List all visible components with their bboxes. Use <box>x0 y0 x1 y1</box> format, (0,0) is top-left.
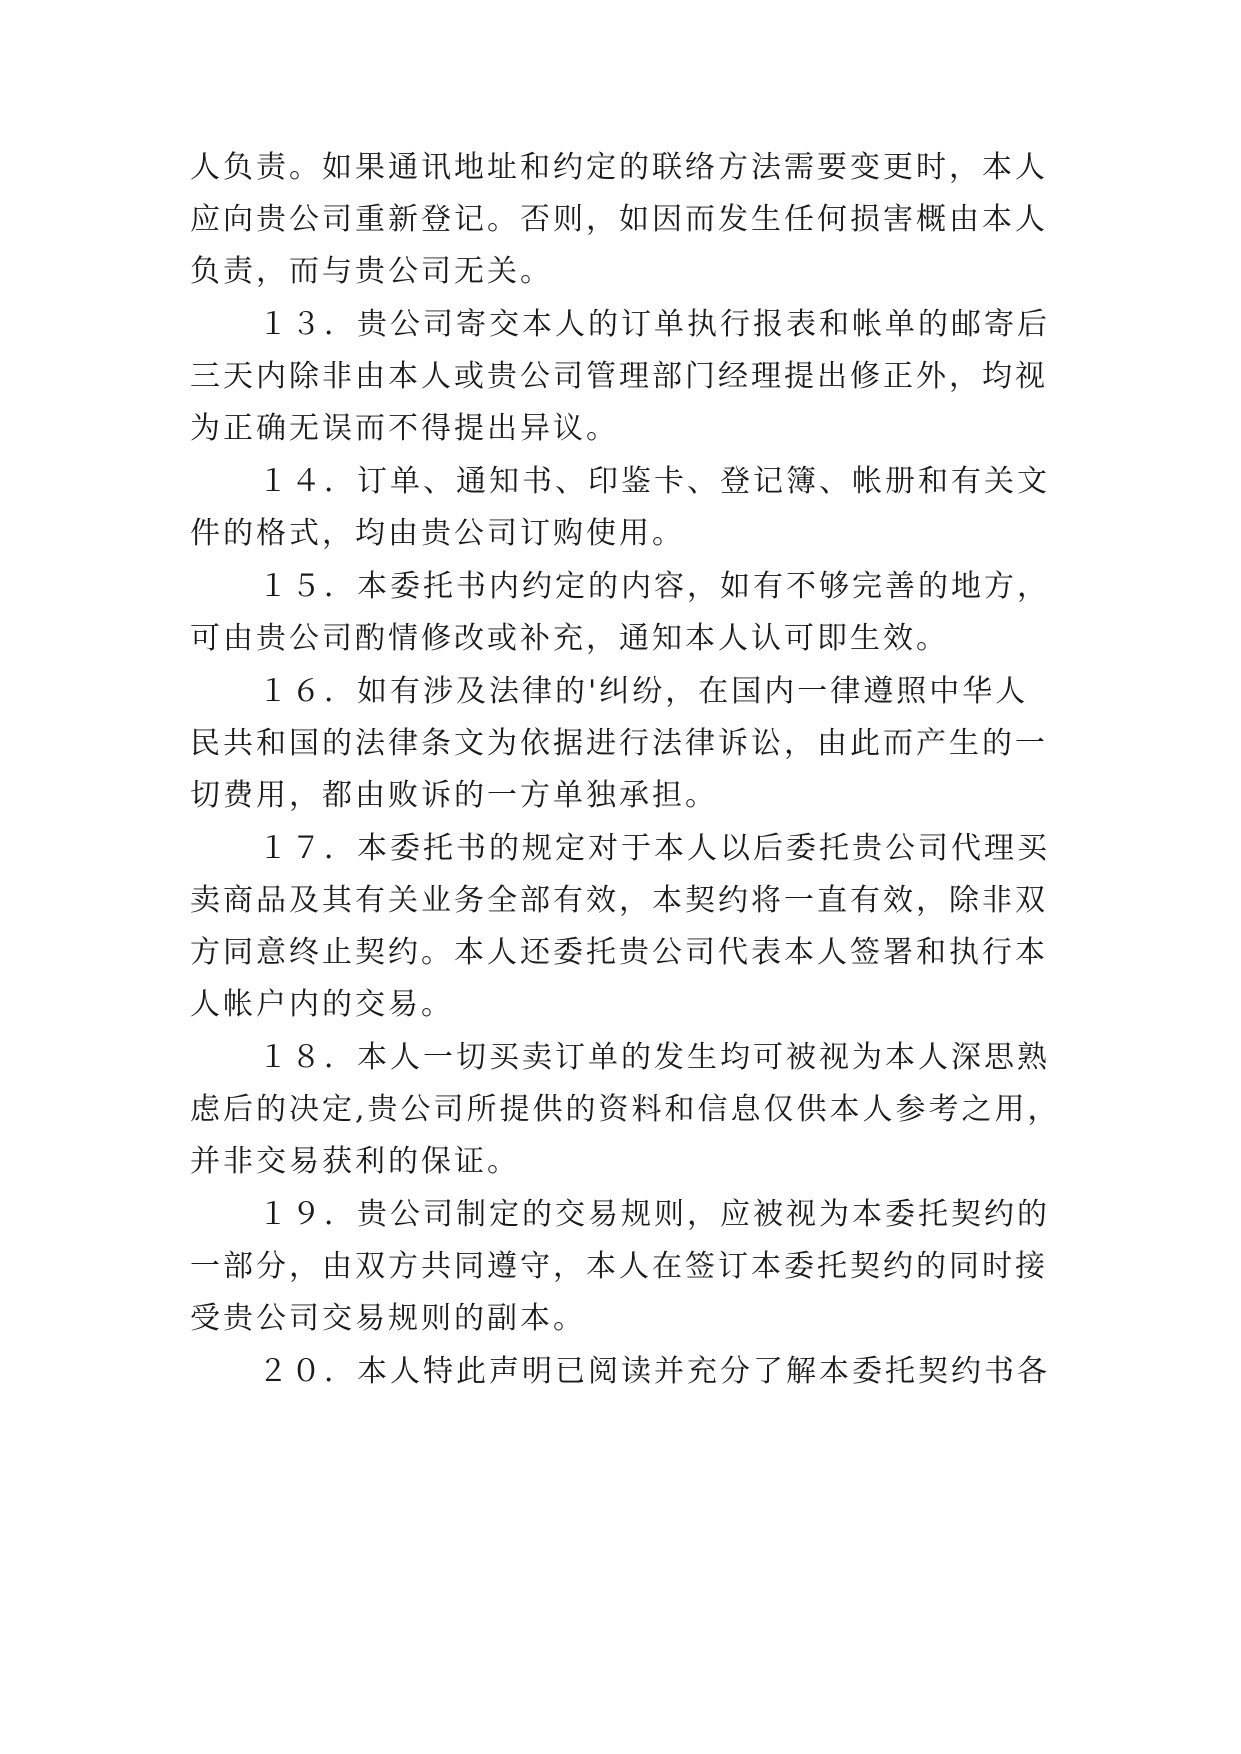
text-line: 负责，而与贵公司无关。 <box>190 254 553 289</box>
text-line: 可由贵公司酌情修改或补充，通知本人认可即生效。 <box>190 621 949 656</box>
text-line: 并非交易获利的保证。 <box>190 1144 520 1179</box>
clause-14-line: １４．订单、通知书、印鉴卡、登记簿、帐册和有关文 <box>258 464 1050 499</box>
clause-20-line: ２０．本人特此声明已阅读并充分了解本委托契约书各 <box>258 1354 1050 1389</box>
clause-19-line: １９．贵公司制定的交易规则，应被视为本委托契约的 <box>258 1197 1050 1232</box>
text-line: 方同意终止契约。本人还委托贵公司代表本人签署和执行本 <box>190 935 1048 970</box>
clause-16-line: １６．如有涉及法律的'纠纷，在国内一律遵照中华人 <box>258 674 1029 709</box>
text-line: 为正确无误而不得提出异议。 <box>190 411 619 446</box>
text-line: 切费用，都由败诉的一方单独承担。 <box>190 778 718 813</box>
text-line: 受贵公司交易规则的副本。 <box>190 1301 586 1336</box>
text-line: 民共和国的法律条文为依据进行法律诉讼，由此而产生的一 <box>190 726 1048 761</box>
text-line: 人负责。如果通讯地址和约定的联络方法需要变更时，本人 <box>190 150 1048 185</box>
text-line: 卖商品及其有关业务全部有效，本契约将一直有效，除非双 <box>190 883 1048 918</box>
text-line: 三天内除非由本人或贵公司管理部门经理提出修正外，均视 <box>190 359 1048 394</box>
text-line: 人帐户内的交易。 <box>190 987 454 1022</box>
clause-17-line: １７．本委托书的规定对于本人以后委托贵公司代理买 <box>258 831 1050 866</box>
clause-13-line: １３．贵公司寄交本人的订单执行报表和帐单的邮寄后 <box>258 307 1050 342</box>
text-line: 一部分，由双方共同遵守，本人在签订本委托契约的同时接 <box>190 1249 1048 1284</box>
text-line: 应向贵公司重新登记。否则，如因而发生任何损害概由本人 <box>190 202 1048 237</box>
text-line: 虑后的决定,贵公司所提供的资料和信息仅供本人参考之用， <box>190 1092 1061 1127</box>
text-line: 件的格式，均由贵公司订购使用。 <box>190 516 685 551</box>
clause-15-line: １５．本委托书内约定的内容，如有不够完善的地方， <box>258 569 1050 604</box>
clause-18-line: １８．本人一切买卖订单的发生均可被视为本人深思熟 <box>258 1040 1050 1075</box>
